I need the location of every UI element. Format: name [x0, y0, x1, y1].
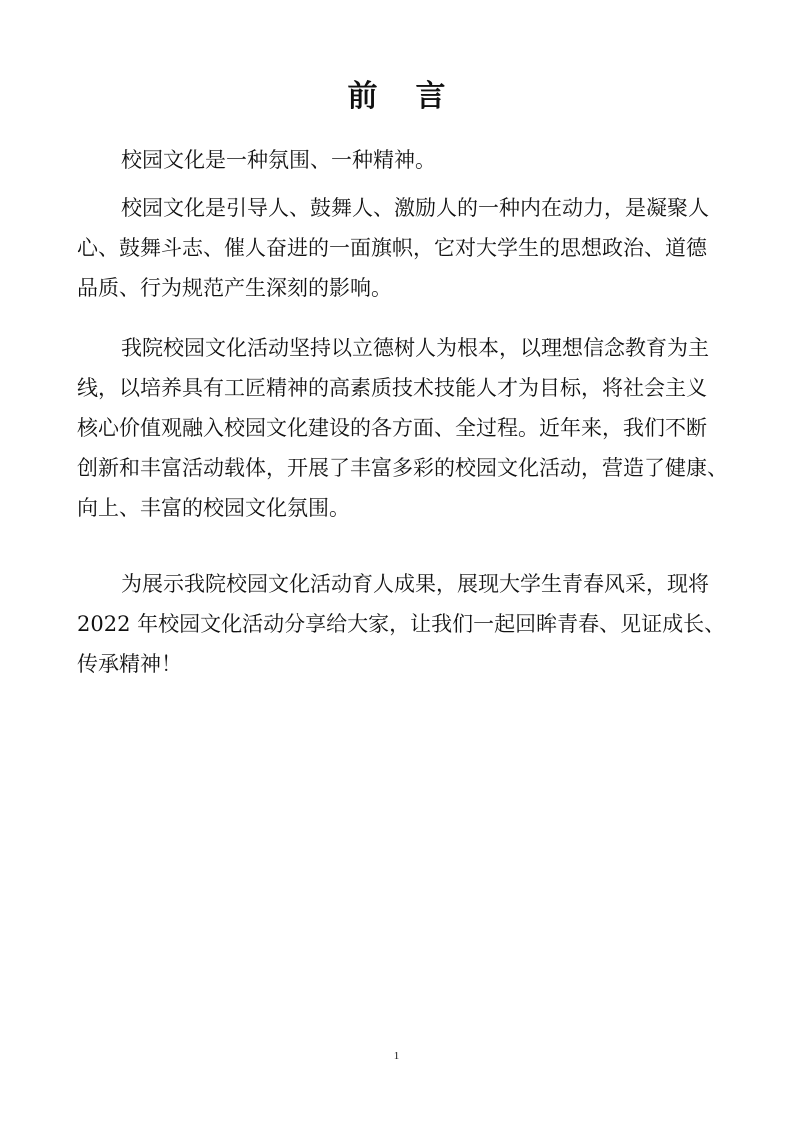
paragraph-line: 我院校园文化活动坚持以立德树人为根本，以理想信念教育为主	[121, 336, 709, 360]
paragraph-1	[77, 140, 727, 180]
paragraph-4	[77, 564, 727, 684]
paragraph-line: 为展示我院校园文化活动育人成果，展现大学生青春风采，现将	[121, 572, 709, 596]
paragraph-line: 向上、丰富的校园文化氛围。	[77, 496, 350, 520]
paragraph-line: 核心价值观融入校园文化建设的各方面、全过程。近年来，我们不断	[77, 416, 707, 440]
page-number: 1	[393, 1050, 400, 1062]
paragraph-line: 线，以培养具有工匠精神的高素质技术技能人才为目标，将社会主义	[77, 376, 707, 400]
paragraph-line: 创新和丰富活动载体，开展了丰富多彩的校园文化活动，营造了健康、	[77, 456, 728, 480]
paragraph-2	[77, 188, 727, 308]
paragraph-line: 品质、行为规范产生深刻的影响。	[77, 276, 392, 300]
paragraph-line: 传承精神！	[77, 652, 182, 676]
title-char-1: 前	[347, 79, 378, 114]
paragraph-3	[77, 328, 727, 528]
paragraph-line: 校园文化是引导人、鼓舞人、激励人的一种内在动力，是凝聚人	[121, 196, 709, 220]
page-title	[0, 74, 793, 120]
paragraph-line: 心、鼓舞斗志、催人奋进的一面旗帜，它对大学生的思想政治、道德	[77, 236, 707, 260]
paragraph-line: 校园文化是一种氛围、一种精神。	[121, 148, 436, 172]
title-char-2: 言	[415, 79, 446, 114]
paragraph-line: 2022 年校园文化活动分享给大家，让我们一起回眸青春、见证成长、	[77, 612, 726, 636]
